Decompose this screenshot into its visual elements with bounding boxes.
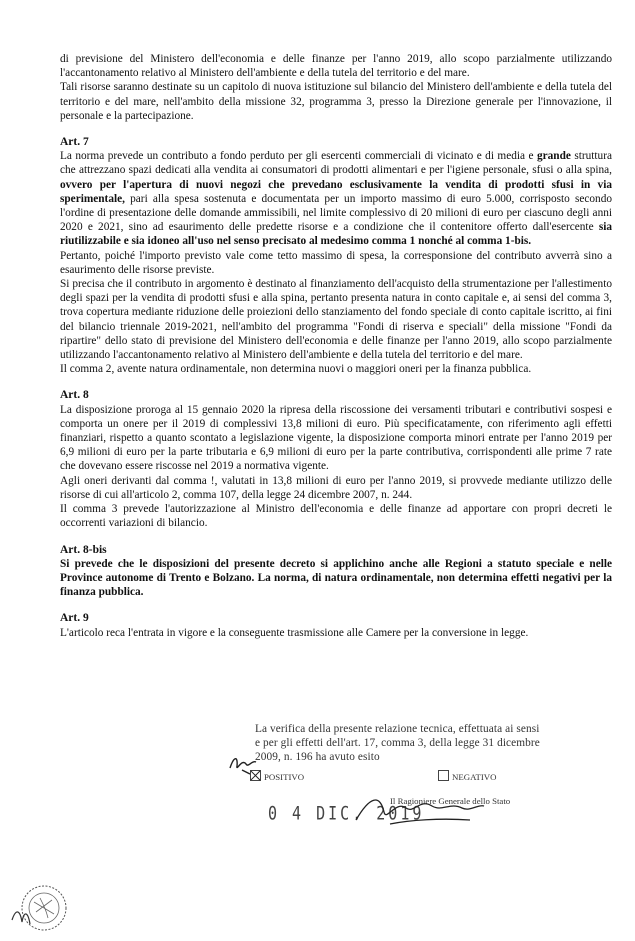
intro-paragraph-1: di previsione del Ministero dell'economia e delle finanze per l'anno 2019, allo scopo parzialmente utilizzando l'accantonamento relativo al Ministero dell'ambiente e della tutela del territorio e del mare.	[60, 53, 612, 80]
art8-paragraph-2: Agli oneri derivanti dal comma !, valutati in 13,8 milioni di euro per l'anno 2019, si provvede mediante utilizzo delle risorse di cui all'articolo 2, comma 107, della legge 24 dicembre 2007, n. 244.	[60, 474, 612, 501]
stamp-text: La verifica della presente relazione tecnica, effettuata ai sensi e per gli effetti dell'art. 17, comma 3, della legge 31 dicembre 2009, n. 196 ha avuto esito	[255, 723, 540, 764]
verification-stamp	[255, 722, 545, 765]
art8bis-paragraph-1: Si prevede che le disposizioni del presente decreto si applichino anche alle Regioni a statuto speciale e nelle Province autonome di Trento e Bolzano. La norma, di natura ordinamentale, non determina effetti negativi per la finanza pubblica.	[60, 557, 612, 599]
art7-heading: Art. 7	[60, 136, 89, 149]
official-seal	[10, 880, 70, 936]
art7-paragraph-3: Si precisa che il contributo in argomento è destinato al finanziamento dell'acquisto della strumentazione per l'allestimento degli spazi per la vendita di prodotti sfusi e alla spina, pertanto presenta natura in conto capitale e, ai sensi del comma 3, trova copertura mediante riduzione delle proiezioni dello stanziamento del fondo speciale di conto capitale iscritto, ai fini del bilancio triennale 2019-2021, nell'ambito del programma "Fondi di riserva e speciali" della missione "Fondi da ripartire" dello stato di previsione del Ministero dell'economia e delle finanze per l'anno 2019, allo scopo parzialmente utilizzando l'accantonamento relativo al Ministero dell'ambiente e della tutela del territorio e del mare.	[60, 278, 612, 362]
handwritten-signature	[350, 790, 490, 830]
art8bis-heading: Art. 8-bis	[60, 543, 107, 556]
art8-heading: Art. 8	[60, 389, 89, 402]
stamp-options	[250, 770, 590, 786]
negative-option	[438, 770, 496, 782]
art9-paragraph-1: L'articolo reca l'entrata in vigore e la conseguente trasmissione alle Camere per la conversione in legge.	[60, 626, 529, 639]
positive-checkbox	[250, 770, 261, 781]
positive-option	[250, 770, 304, 782]
document-body	[60, 52, 612, 640]
art8-paragraph-1: La disposizione proroga al 15 gennaio 2020 la ripresa della riscossione dei versamenti tributari e contributivi sospesi e comporta un onere per il 2019 di complessivi 13,8 milioni di euro. Più specificatamente, con riferimento agli effetti finanziari, rispetto a quanto scontato a legislazione vigente, la disposizione comporta minori entrate per l'anno 2019 per 6,9 milioni di euro per la parte tributaria e 6,9 milioni di euro per la parte contributiva, corrispondenti alle prime 7 rate che dovevano essere riscosse nel 2019 a normativa vigente.	[60, 403, 612, 473]
art8-paragraph-3: Il comma 3 prevede l'autorizzazione al Ministro dell'economia e delle finanze ad apportare con propri decreti le occorrenti variazioni di bilancio.	[60, 503, 612, 530]
stamp-signer: Il Ragioniere Generale dello Stato	[390, 796, 511, 806]
negative-checkbox	[438, 770, 449, 781]
negative-label: NEGATIVO	[452, 772, 497, 782]
intro-paragraph-2: Tali risorse saranno destinate su un capitolo di nuova istituzione sul bilancio del Ministero dell'ambiente e della tutela del territorio e del mare, nell'ambito della missione 32, programma 3, presso la Direzione generale per l'innovazione, il personale e la partecipazione.	[60, 81, 612, 122]
art7-paragraph-1: La norma prevede un contributo a fondo perduto per gli esercenti commerciali di vicinato e di media e grande struttura che attrezzano spazi dedicati alla vendita ai consumatori di prodotti alimentari e per l'igiene personale, sfusi o alla spina, ovvero per l'apertura di nuovi negozi che prevedano esclusivamente la vendita di prodotti sfusi in via sperimentale, pari alla spesa sostenuta e documentata per un importo massimo di euro 5.000, corrisposto secondo l'ordine di presentazione delle domande ammissibili, nel limite complessivo di 20 milioni di euro per ciascuno degli anni 2020 e 2021, sino ad esaurimento delle predette risorse e a condizione che il contenitore offerto dall'esercente sia riutilizzabile e sia idoneo all'uso nel senso precisato al medesimo comma 1 nonché al comma 1-bis.	[60, 150, 612, 248]
stamp-date: 0 4 DIC. 2019	[268, 801, 425, 825]
positive-label: POSITIVO	[264, 772, 305, 782]
art9-heading: Art. 9	[60, 612, 89, 625]
art7-paragraph-2: Pertanto, poiché l'importo previsto vale come tetto massimo di spesa, la corresponsione del contributo avverrà sino a esaurimento delle risorse previste.	[60, 249, 612, 276]
art7-paragraph-4: Il comma 2, avente natura ordinamentale, non determina nuovi o maggiori oneri per la finanza pubblica.	[60, 363, 532, 376]
